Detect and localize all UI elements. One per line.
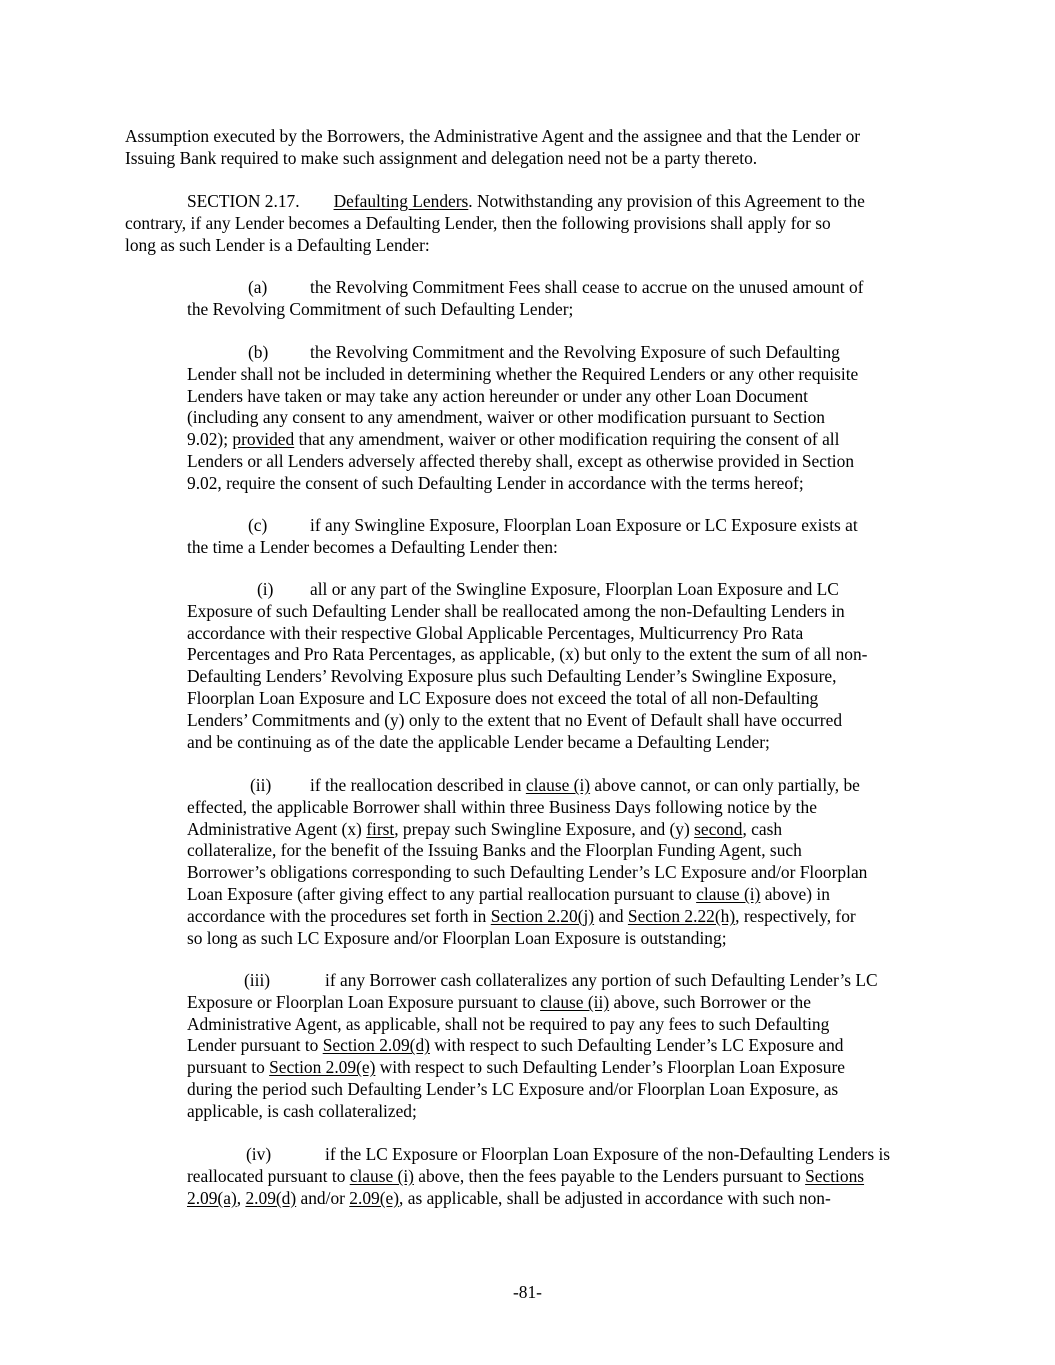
text-span: reallocated pursuant to: [187, 1165, 350, 1186]
text-span: above, then the fees payable to the Lenders pursuant to: [413, 1165, 806, 1186]
cross-reference: Section 2.20(j): [490, 905, 595, 926]
text-line: Defaulting Lenders’ Revolving Exposure plus such Defaulting Lender’s Swingline Exposure,: [187, 666, 837, 687]
cross-reference: 2.09(d): [245, 1187, 297, 1208]
text-line: collateralize, for the benefit of the Issuing Banks and the Floorplan Funding Agent, such: [187, 840, 802, 861]
text-line: and be continuing as of the date the applicable Lender became a Defaulting Lender;: [187, 731, 770, 752]
text-span: and: [594, 905, 628, 926]
text-span: above cannot, or can only partially, be: [590, 775, 860, 795]
clause-b: [187, 342, 947, 495]
text-line: long as such Lender is a Defaulting Lender:: [125, 234, 430, 255]
emphasis-term: first: [366, 818, 395, 839]
text-span: , as applicable, shall be adjusted in accordance with such non-: [399, 1187, 831, 1208]
text-span: that any amendment, waiver or other modification requiring the consent of all: [294, 429, 840, 450]
text-span: if any Borrower cash collateralizes any portion of such Defaulting Lender’s LC: [325, 970, 878, 990]
cross-reference: clause (ii): [540, 991, 610, 1012]
text-line: Borrower’s obligations corresponding to such Defaulting Lender’s LC Exposure and/or Floorplan: [187, 862, 868, 883]
text-line: Assumption executed by the Borrowers, the Administrative Agent and the assignee and that the Lender or: [125, 126, 861, 146]
text-span: above) in: [760, 883, 830, 904]
text-line: during the period such Defaulting Lender’s LC Exposure and/or Floorplan Loan Exposure, as: [187, 1078, 839, 1099]
text-span: and/or: [296, 1187, 350, 1208]
page-number: -81-: [513, 1282, 542, 1302]
text-line: so long as such LC Exposure and/or Floorplan Loan Exposure is outstanding;: [187, 927, 727, 948]
text-line: Percentages and Pro Rata Percentages, as applicable, (x) but only to the extent the sum of all non-: [187, 644, 868, 665]
clause-ii: [187, 775, 947, 949]
text-line: applicable, is cash collateralized;: [187, 1100, 417, 1121]
cross-reference: Section 2.09(e): [269, 1057, 376, 1078]
clause-a: [187, 277, 947, 321]
text-span: ,: [236, 1187, 246, 1208]
text-span: Lender pursuant to: [187, 1035, 323, 1056]
text-line: contrary, if any Lender becomes a Defaulting Lender, then the following provisions shall apply for so: [125, 212, 831, 233]
text-line: (including any consent to any amendment, waiver or other modification pursuant to Section: [187, 407, 825, 428]
text-span: , respectively, for: [735, 905, 856, 926]
text-line: 9.02, require the consent of such Defaulting Lender in accordance with the terms hereof;: [187, 472, 804, 493]
text-span: above, such Borrower or the: [609, 991, 811, 1012]
text-span: if any Swingline Exposure, Floorplan Loan Exposure or LC Exposure exists at: [310, 515, 858, 535]
text-span: Loan Exposure (after giving effect to any partial reallocation pursuant to: [187, 883, 697, 904]
text-span: . Notwithstanding any provision of this Agreement to the: [468, 191, 865, 211]
text-line: the Revolving Commitment of such Defaulting Lender;: [187, 298, 574, 319]
clause-marker: (iii): [244, 970, 271, 990]
clause-i: [187, 579, 947, 753]
text-span: with respect to such Defaulting Lender’s Floorplan Loan Exposure: [375, 1057, 845, 1078]
section-2-17-paragraph: [125, 191, 945, 256]
text-line: Issuing Bank required to make such assignment and delegation need not be a party thereto.: [125, 147, 758, 168]
clause-c: [187, 515, 947, 559]
cross-reference: Section 2.22(h): [627, 905, 736, 926]
clause-iv: [187, 1144, 947, 1209]
text-span: Exposure or Floorplan Loan Exposure pursuant to: [187, 991, 541, 1012]
text-span: if the reallocation described in: [310, 775, 526, 795]
cross-reference: Section 2.09(d): [322, 1035, 430, 1056]
text-span: 9.02);: [187, 429, 233, 450]
text-line: the time a Lender becomes a Defaulting Lender then:: [187, 536, 558, 557]
text-span: , cash: [742, 818, 783, 839]
text-line: Exposure of such Defaulting Lender shall be reallocated among the non-Defaulting Lenders in: [187, 600, 845, 621]
cross-reference: clause (i): [696, 883, 761, 904]
text-line: effected, the applicable Borrower shall within three Business Days following notice by the: [187, 796, 817, 817]
text-line: Administrative Agent, as applicable, shall not be required to pay any fees to such Defaulting: [187, 1013, 830, 1034]
clause-marker: (a): [248, 277, 268, 297]
clause-marker: (ii): [250, 775, 272, 795]
cross-reference: 2.09(e): [349, 1187, 400, 1208]
cross-reference: 2.09(a): [187, 1187, 237, 1208]
clause-marker: (b): [248, 342, 269, 362]
text-line: Floorplan Loan Exposure and LC Exposure does not exceed the total of all non-Defaulting: [187, 687, 819, 708]
text-span: with respect to such Defaulting Lender’s LC Exposure and: [429, 1035, 844, 1056]
section-title: Defaulting Lenders: [333, 191, 469, 211]
cross-reference: Sections: [805, 1165, 865, 1186]
text-span: all or any part of the Swingline Exposure, Floorplan Loan Exposure and LC: [310, 579, 839, 599]
section-label: SECTION 2.17.: [187, 191, 300, 211]
clause-marker: (i): [257, 579, 274, 599]
emphasis-term: second: [694, 818, 743, 839]
text-span: Administrative Agent (x): [187, 818, 367, 839]
text-line: Lender shall not be included in determining whether the Required Lenders or any other requisite: [187, 363, 859, 384]
text-span: pursuant to: [187, 1057, 270, 1078]
text-line: Lenders or all Lenders adversely affected thereby shall, except as otherwise provided in Section: [187, 450, 855, 471]
clause-marker: (iv): [246, 1144, 272, 1164]
provided-term: provided: [232, 429, 295, 450]
text-span: , prepay such Swingline Exposure, and (y): [394, 818, 695, 839]
text-line: Lenders’ Commitments and (y) only to the extent that no Event of Default shall have occurred: [187, 709, 843, 730]
text-line: Lenders have taken or may take any action hereunder or under any other Loan Document: [187, 385, 808, 406]
text-span: accordance with the procedures set forth in: [187, 905, 491, 926]
cross-reference: clause (i): [525, 775, 591, 795]
cross-reference: clause (i): [349, 1165, 414, 1186]
text-span: the Revolving Commitment and the Revolving Exposure of such Defaulting: [310, 342, 840, 362]
text-span: if the LC Exposure or Floorplan Loan Exposure of the non-Defaulting Lenders is: [325, 1144, 891, 1164]
text-line: accordance with their respective Global Applicable Percentages, Multicurrency Pro Rata: [187, 622, 804, 643]
clause-iii: [187, 970, 947, 1123]
clause-marker: (c): [248, 515, 268, 535]
assumption-paragraph: [125, 126, 945, 170]
text-span: the Revolving Commitment Fees shall cease to accrue on the unused amount of: [310, 277, 864, 297]
